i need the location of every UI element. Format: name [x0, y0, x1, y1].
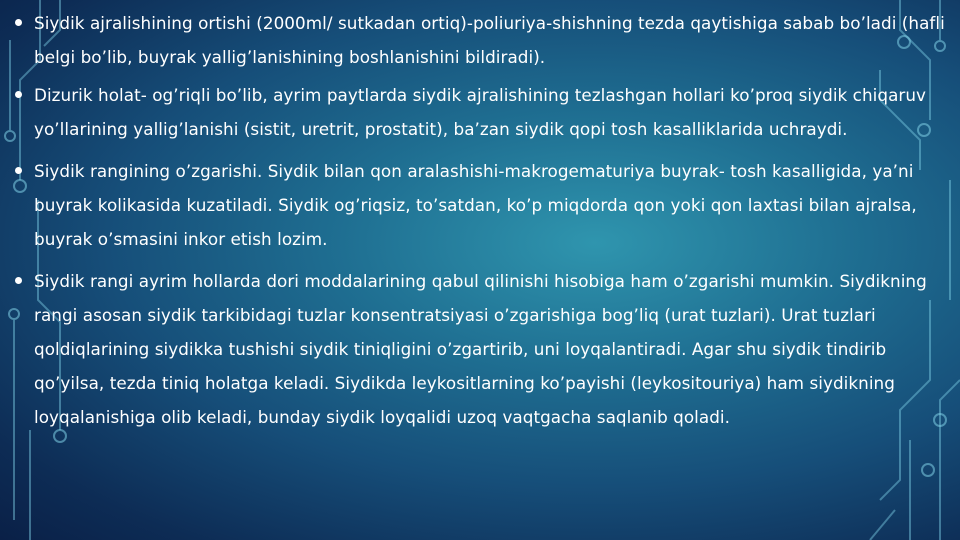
bullet-text: Siydik ajralishining ortishi (2000ml/ sutkadan ortiq)-poliuriya-shishning tezda qaytishiga sabab bo’ladi (hafli belgi bo’lib, buyrak yallig’lanishining boshlanishini bildiradi).	[34, 13, 945, 67]
bullet-dot	[15, 277, 22, 284]
bullet-list	[15, 6, 950, 434]
bullet-item	[15, 264, 950, 434]
bullet-dot	[15, 19, 22, 26]
bullet-text: Dizurik holat- og’riqli bo’lib, ayrim paytlarda siydik ajralishining tezlashgan hollari ko’proq siydik chiqaruv yo’llarining yallig’lanishi (sistit, uretrit, prostatit), ba’zan siydik qopi tosh kasalliklarida uchraydi.	[34, 85, 927, 139]
bullet-text: Siydik rangi ayrim hollarda dori moddalarining qabul qilinishi hisobiga ham o’zgarishi mumkin. Siydikning rangi asosan siydik tarkibidagi tuzlar konsentratsiyasi o’zgarishiga bog’liq (urat tuzlari). Urat tuzlari qoldiqlarining siydikka tushishi siydik tiniqligini o’zgartirib, uni loyqalantiradi. Agar shu siydik tindirib qo’yilsa, tezda tiniq holatga keladi. Siydikda leykositlarning ko’payishi (leykositouriya) ham siydikning loyqalanishiga olib keladi, bunday siydik loyqalidi uzoq vaqtgacha saqlanib qoladi.	[34, 271, 927, 427]
bullet-item	[15, 154, 950, 256]
bullet-text: Siydik rangining o’zgarishi. Siydik bilan qon aralashishi-makrogematuriya buyrak- tosh kasalligida, ya’ni buyrak kolikasida kuzatiladi. Siydik og’riqsiz, to’satdan, ko’p miqdorda qon yoki qon laxtasi bilan ajralsa, buyrak o’smasini inkor etish lozim.	[34, 161, 917, 249]
bullet-dot	[15, 167, 22, 174]
bullet-dot	[15, 91, 22, 98]
bullet-item	[15, 78, 950, 146]
bullet-item	[15, 6, 950, 74]
